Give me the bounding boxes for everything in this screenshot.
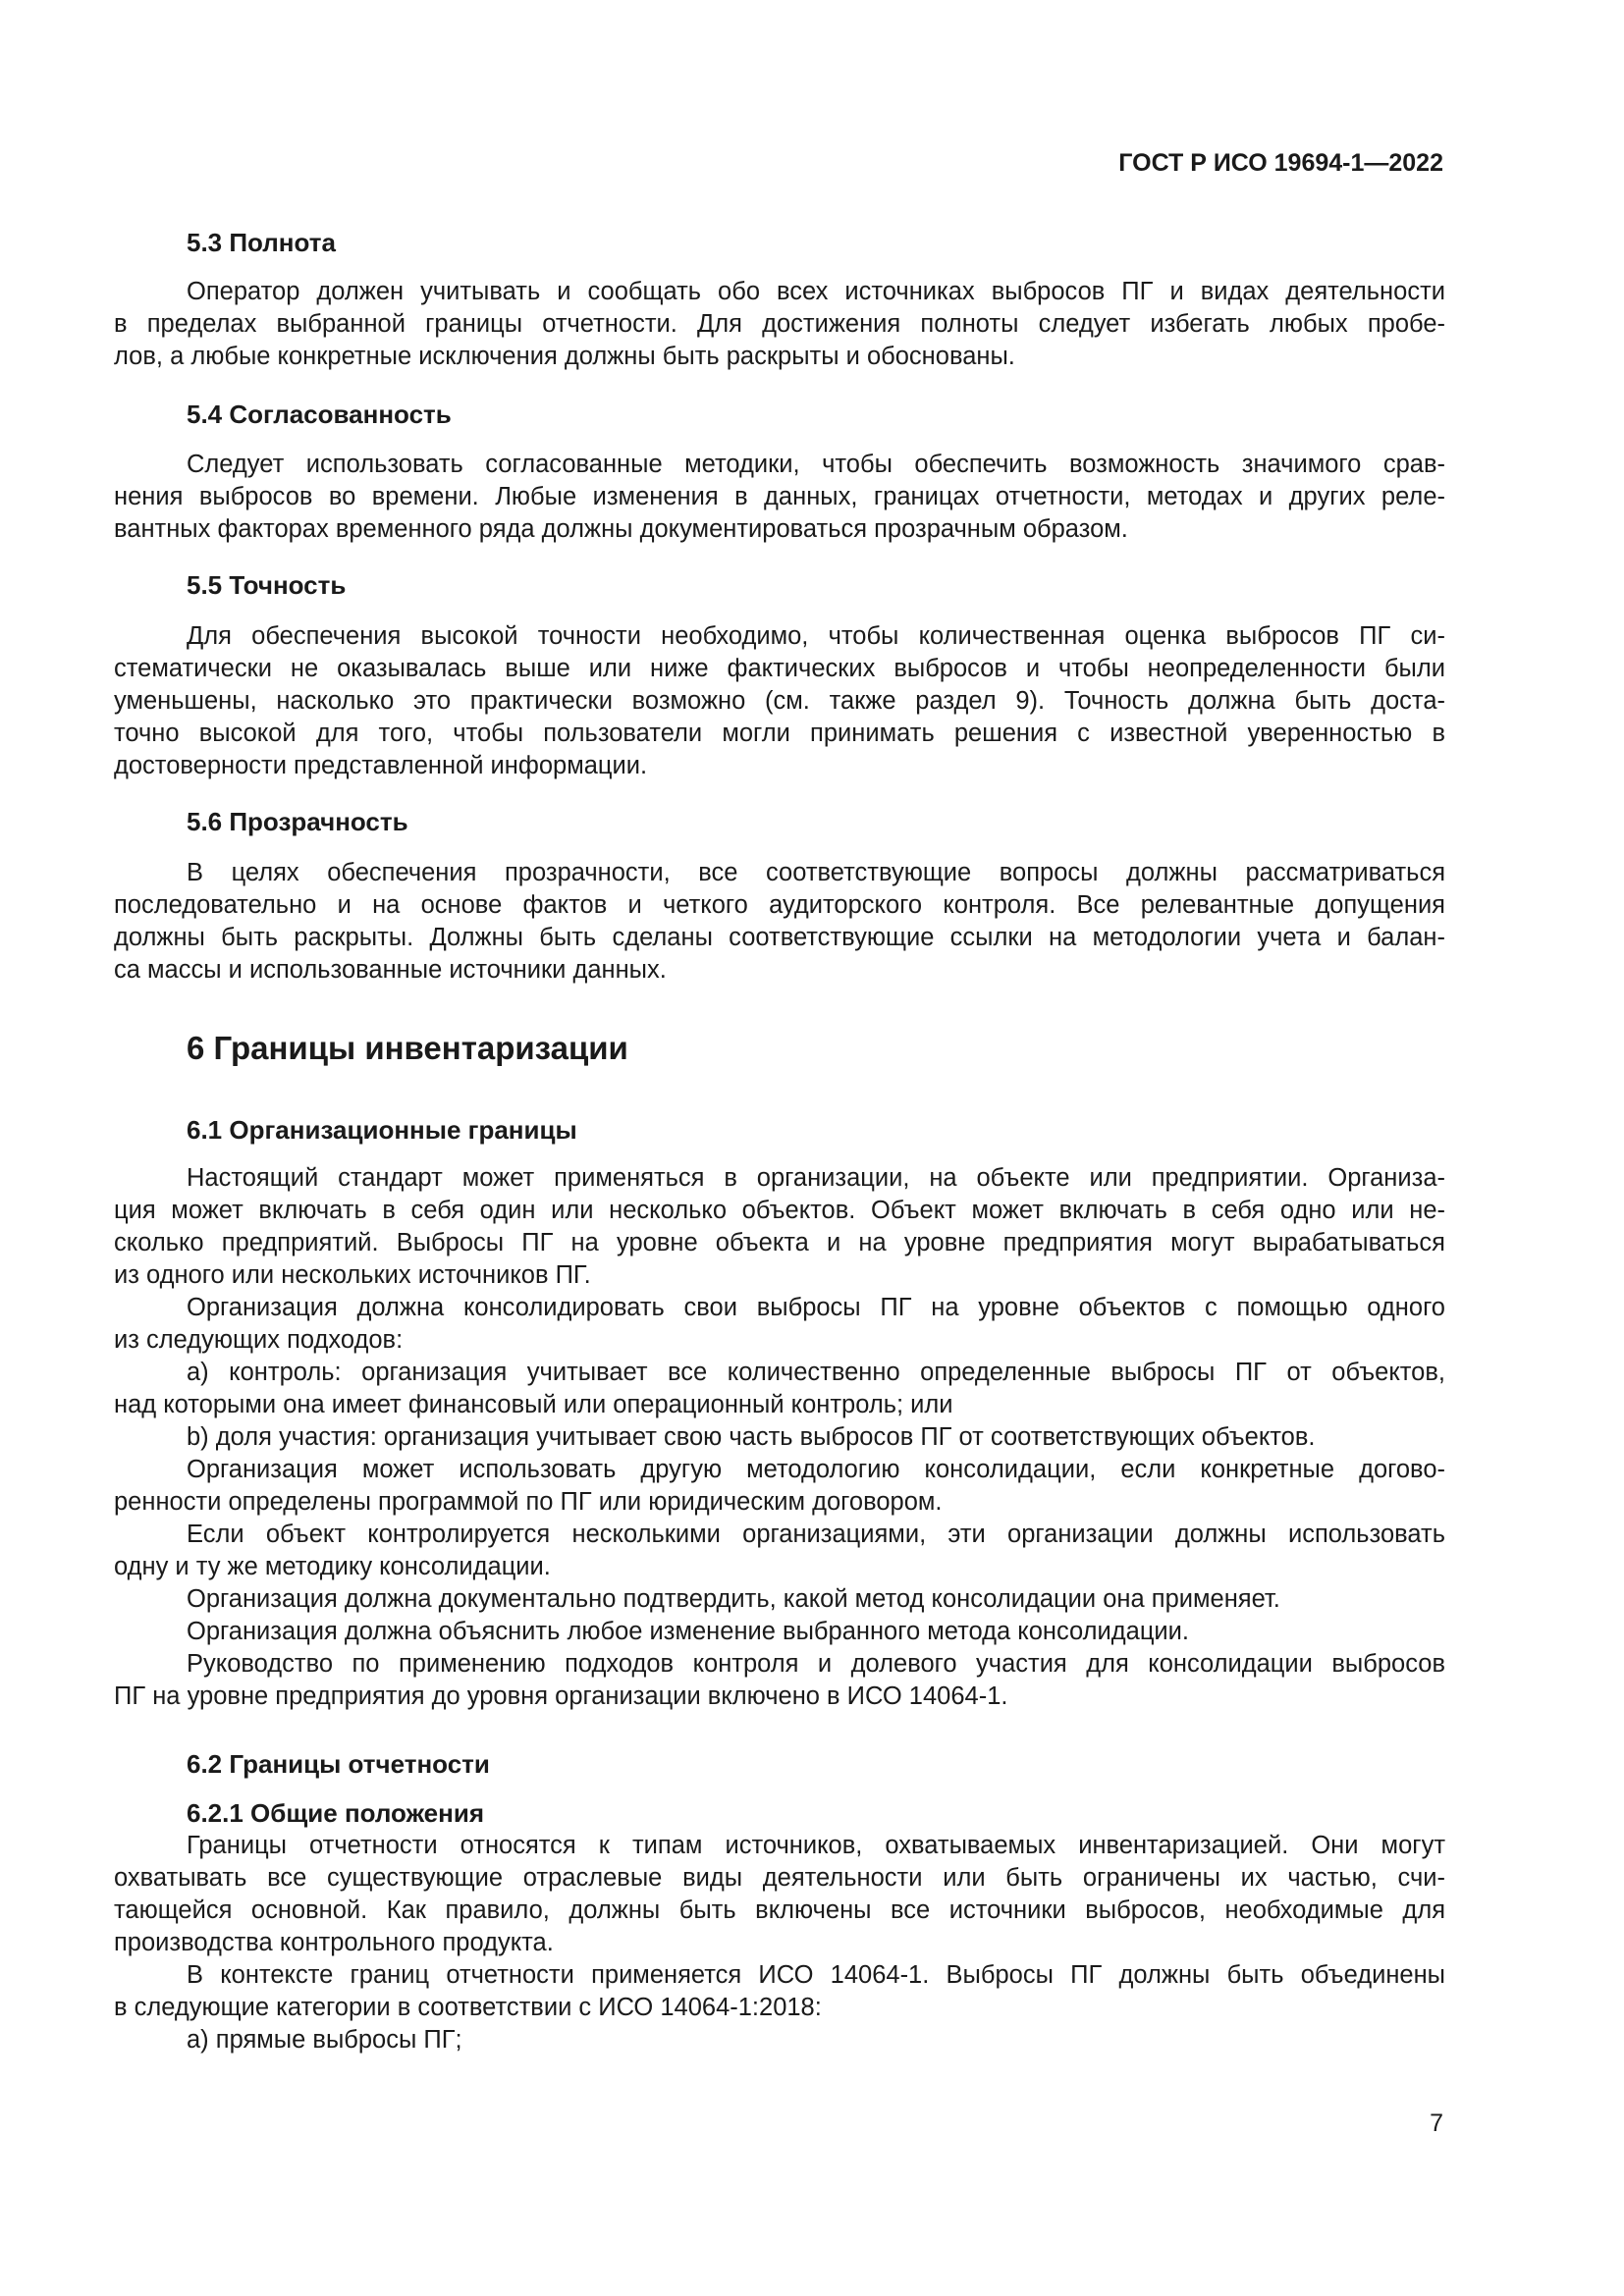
text-line: Организация должна документально подтвердить, какой метод консолидации она применяет.	[187, 1585, 1280, 1613]
text-line: в пределах выбранной границы отчетности. Для достижения полноты следует избегать любых пробе-	[114, 310, 1445, 338]
text-line: в следующие категории в соответствии с ИСО 14064-1:2018:	[114, 1994, 822, 2021]
text-line: В целях обеспечения прозрачности, все соответствующие вопросы должны рассматриваться	[187, 859, 1445, 886]
document-header-code: ГОСТ Р ИСО 19694-1—2022	[1118, 149, 1443, 177]
section-heading-6: 6 Границы инвентаризации	[187, 1030, 628, 1066]
text-line: Следует использовать согласованные методики, чтобы обеспечить возможность значимого срав-	[187, 451, 1445, 478]
paragraph-5-3	[114, 276, 1445, 373]
text-line: последовательно и на основе фактов и четкого аудиторского контроля. Все релевантные допущения	[114, 891, 1445, 919]
text-line: нения выбросов во времени. Любые изменения в данных, границах отчетности, методах и других реле-	[114, 483, 1445, 510]
section-heading-5-5: 5.5 Точность	[187, 570, 347, 600]
text-line: тающейся основной. Как правило, должны быть включены все источники выбросов, необходимые для	[114, 1896, 1445, 1924]
text-line: Если объект контролируется несколькими организациями, эти организации должны использовать	[187, 1521, 1445, 1548]
paragraph-5-4	[114, 449, 1445, 546]
section-heading-5-6: 5.6 Прозрачность	[187, 807, 408, 836]
text-line: Настоящий стандарт может применяться в организации, на объекте или предприятии. Организа-	[187, 1164, 1445, 1192]
text-line: охватывать все существующие отраслевые виды деятельности или быть ограничены их частью, счи-	[114, 1864, 1445, 1892]
text-line: стематически не оказывалась выше или ниже фактических выбросов и чтобы неопределенности были	[114, 655, 1445, 682]
text-line: ПГ на уровне предприятия до уровня организации включено в ИСО 14064-1.	[114, 1682, 1008, 1710]
text-line: одну и ту же методику консолидации.	[114, 1553, 551, 1580]
text-line: В контексте границ отчетности применяется ИСО 14064-1. Выбросы ПГ должны быть объединены	[187, 1961, 1445, 1989]
text-line: Границы отчетности относятся к типам источников, охватываемых инвентаризацией. Они могут	[187, 1832, 1445, 1859]
text-line: уменьшены, насколько это практически возможно (см. также раздел 9). Точность должна быть доста-	[114, 687, 1445, 715]
text-line: лов, а любые конкретные исключения должны быть раскрыты и обоснованы.	[114, 343, 1015, 370]
section-heading-5-4: 5.4 Согласованность	[187, 400, 452, 429]
text-line: над которыми она имеет финансовый или операционный контроль; или	[114, 1391, 953, 1418]
text-line: из одного или нескольких источников ПГ.	[114, 1261, 591, 1289]
section-heading-6-2-1: 6.2.1 Общие положения	[187, 1798, 484, 1828]
list-item-a: a) прямые выбросы ПГ;	[187, 2026, 462, 2054]
text-line: Организация должна объяснить любое изменение выбранного метода консолидации.	[187, 1618, 1189, 1645]
text-line: Руководство по применению подходов контроля и долевого участия для консолидации выбросов	[187, 1650, 1445, 1678]
section-heading-6-2: 6.2 Границы отчетности	[187, 1749, 490, 1779]
text-line: производства контрольного продукта.	[114, 1929, 554, 1956]
text-line: Оператор должен учитывать и сообщать обо всех источниках выбросов ПГ и видах деятельности	[187, 278, 1445, 305]
section-heading-5-3: 5.3 Полнота	[187, 228, 336, 257]
text-line: Для обеспечения высокой точности необходимо, чтобы количественная оценка выбросов ПГ си-	[187, 622, 1445, 650]
section-heading-6-1: 6.1 Организационные границы	[187, 1115, 577, 1145]
text-line: Организация должна консолидировать свои выбросы ПГ на уровне объектов с помощью одного	[187, 1294, 1445, 1321]
paragraph-6-2-1	[114, 1830, 1445, 2056]
text-line: точно высокой для того, чтобы пользователи могли принимать решения с известной уверенностью в	[114, 720, 1445, 747]
text-line: ция может включать в себя один или несколько объектов. Объект может включать в себя одно или не-	[114, 1197, 1445, 1224]
text-line: са массы и использованные источники данных.	[114, 956, 667, 984]
page-number: 7	[1430, 2109, 1443, 2137]
text-line: достоверности представленной информации.	[114, 752, 648, 779]
text-line: из следующих подходов:	[114, 1326, 404, 1354]
paragraph-5-5	[114, 620, 1445, 782]
text-line: Организация может использовать другую методологию консолидации, если конкретные догово-	[187, 1456, 1445, 1483]
paragraph-5-6	[114, 857, 1445, 987]
text-line: вантных факторах временного ряда должны документироваться прозрачным образом.	[114, 515, 1128, 543]
paragraph-6-1	[114, 1162, 1445, 1713]
text-line: должны быть раскрыты. Должны быть сделаны соответствующие ссылки на методологии учета и балан-	[114, 924, 1445, 951]
text-line: сколько предприятий. Выбросы ПГ на уровне объекта и на уровне предприятия могут вырабатываться	[114, 1229, 1445, 1256]
list-item-a: a) контроль: организация учитывает все количественно определенные выбросы ПГ от объектов,	[187, 1359, 1445, 1386]
text-line: ренности определены программой по ПГ или юридическим договором.	[114, 1488, 943, 1516]
list-item-b: b) доля участия: организация учитывает свою часть выбросов ПГ от соответствующих объектов.	[187, 1423, 1316, 1451]
